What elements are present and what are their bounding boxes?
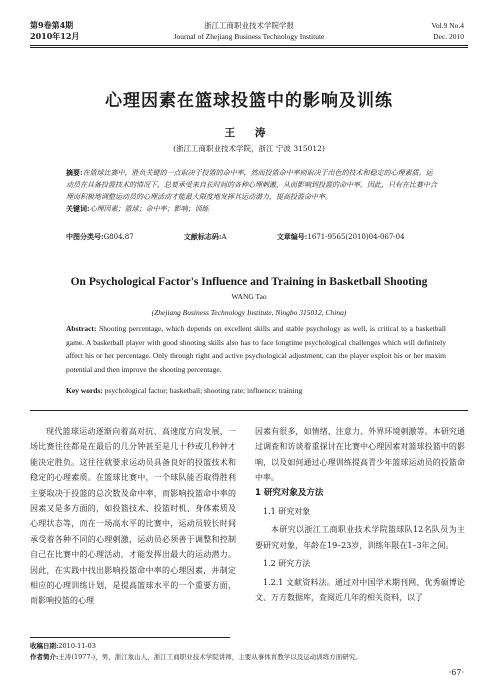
classification-row [66,232,453,242]
issue-date-en: Dec. 2010 [433,32,464,41]
author-bio [30,652,470,663]
body-right-column [255,424,465,605]
english-abstract-label: Abstract: [66,324,97,333]
subsection-heading-1-1: 1.1 研究对象 [263,507,311,517]
article-title: 心理因素在篮球投篮中的影响及训练 [105,91,393,111]
article-no-value: 1671-9565(2010)04-067-04 [307,233,405,241]
abstract-label: 摘要: [66,168,83,177]
english-author: WANG Tao [231,292,267,301]
english-keywords-text: psychological factor; basketball; shooting rate; influence; training [104,386,303,395]
article-no-field [277,232,429,242]
intro-paragraph: 现代篮球运动逐渐向着高对抗、高速度方向发展，一场比赛往往都是在最后的几分钟甚至是几十秒或几秒钟才能决定胜负。这往往就要求运动员具备良好的投篮技术和稳定的心理素质。在篮球比赛中，一个球队能否取得胜利主要取决于投篮的总次数及命中率，而影响投篮命中率的因素又是多方面的，如投篮技术、投篮时机、身体素质及心理状态等，而在一场高水平的比赛中，运动员较长时间承受着各种不同的心理刺激，运动员必须善于调整和控制自己在比赛中的心理活动，才能发挥出最大的运动潜力。因此，在实践中找出影响投篮命中率的心理因素，并制定相应的心理训练计划，是提高篮球水平的一个重要方面，而影响投篮的心理 [30,427,236,606]
author-bio-text: 王涛(1977-)，男，浙江象山人，浙江工商职业技术学院讲师，主要从事体育教学以及运动训练方面研究。 [58,653,362,661]
english-keywords [66,385,446,396]
keywords-text: 心理因素；篮球；命中率；影响；训练 [89,205,209,213]
article-author: 王 涛 [224,127,274,139]
intro-paragraph-continued: 因素有很多，如情绪、注意力、外界环境刺激等。本研究通过调查和访谈着重探讨在比赛中心理因素对篮球投篮中的影响，以及如何通过心理训练提高青少年篮球运动员的投篮命中率。 [255,427,465,483]
journal-name-en: Journal of Zhejiang Business Technology Institute [173,32,325,41]
english-abstract-text: Shooting percentage, which depends on excellent skills and stable psychology as well, is critical to a basketball game. A basketball player with good shooting skills also has to face longtime psychological challenges which will definitely affect his or her percentage. Only through right and active psychological adjustment, can the player exploit his or her maxim potential and then improve the shooting percentage. [66,324,446,374]
volume-issue-cn: 第9卷第4期 [30,20,74,30]
doc-code-value: A [221,233,227,241]
paragraph-1-2-1: 1.2.1 文献资料法。通过对中国学术期刊网、优秀硕博论文、万方数据库，查阅近几年的相关资料，以了 [255,577,465,603]
journal-name [0,20,498,42]
author-affiliation: (浙江工商职业技术学院，浙江 宁波 315012) [173,144,325,153]
received-label: 收稿日期: [30,642,59,650]
keywords-label: 关键词: [66,204,90,213]
chinese-abstract [66,167,438,215]
subsection-heading-1-2: 1.2 研究方法 [263,559,311,569]
header-rule [30,45,468,46]
volume-no-en: Vol.9 No.4 [431,21,464,30]
footnote-rule [30,637,230,638]
doc-code-field [184,232,251,242]
clc-label: 中图分类号: [66,232,104,241]
page-number: ·67· [448,668,464,677]
clc-value: G804.87 [103,233,134,241]
body-left-column [30,424,236,609]
journal-volume-en [431,20,464,42]
paragraph-1-1: 本研究以浙江工商职业技术学院篮球队12名队员为主要研究对象，年龄在19–23岁，训练年限在1–3年之间。 [255,525,465,550]
article-no-label: 文章编号: [276,232,308,241]
english-abstract [66,322,446,376]
footnote [30,641,470,663]
abstract-rule [30,410,468,411]
abstract-text: 在篮球比赛中，胜负关键的一点取决于投篮的命中率，然而投篮命中率则取决于出色的技术和稳定的心理素质。运动员在具备投篮技术的情况下，总要承受来自长时间的各种心理刺激，从而影响到投篮的命中率。因此，只有在比赛中合理而积极地调整运动员的心理活动才能最大限度地发挥其运动潜力，提高投篮命中率。 [66,169,437,201]
journal-name-cn: 浙江工商职业技术学院学报 [204,21,294,30]
header-rule-thin [30,47,468,48]
english-title: On Psychological Factor's Influence and Training in Basketball Shooting [70,276,428,288]
english-affiliation: (Zhejiang Business Technology Institute, Ningbo 315012, China) [151,308,347,317]
received-date [30,641,470,652]
received-value: 2010-11-03 [58,642,96,650]
issue-date-cn: 2010年12月 [30,31,80,41]
doc-code-label: 文献标志码: [183,232,222,241]
author-bio-label: 作者简介: [30,653,59,661]
english-keywords-label: Key words: [66,386,103,395]
clc-field [66,232,158,242]
section-heading-1: 1 研究对象及方法 [255,487,324,498]
